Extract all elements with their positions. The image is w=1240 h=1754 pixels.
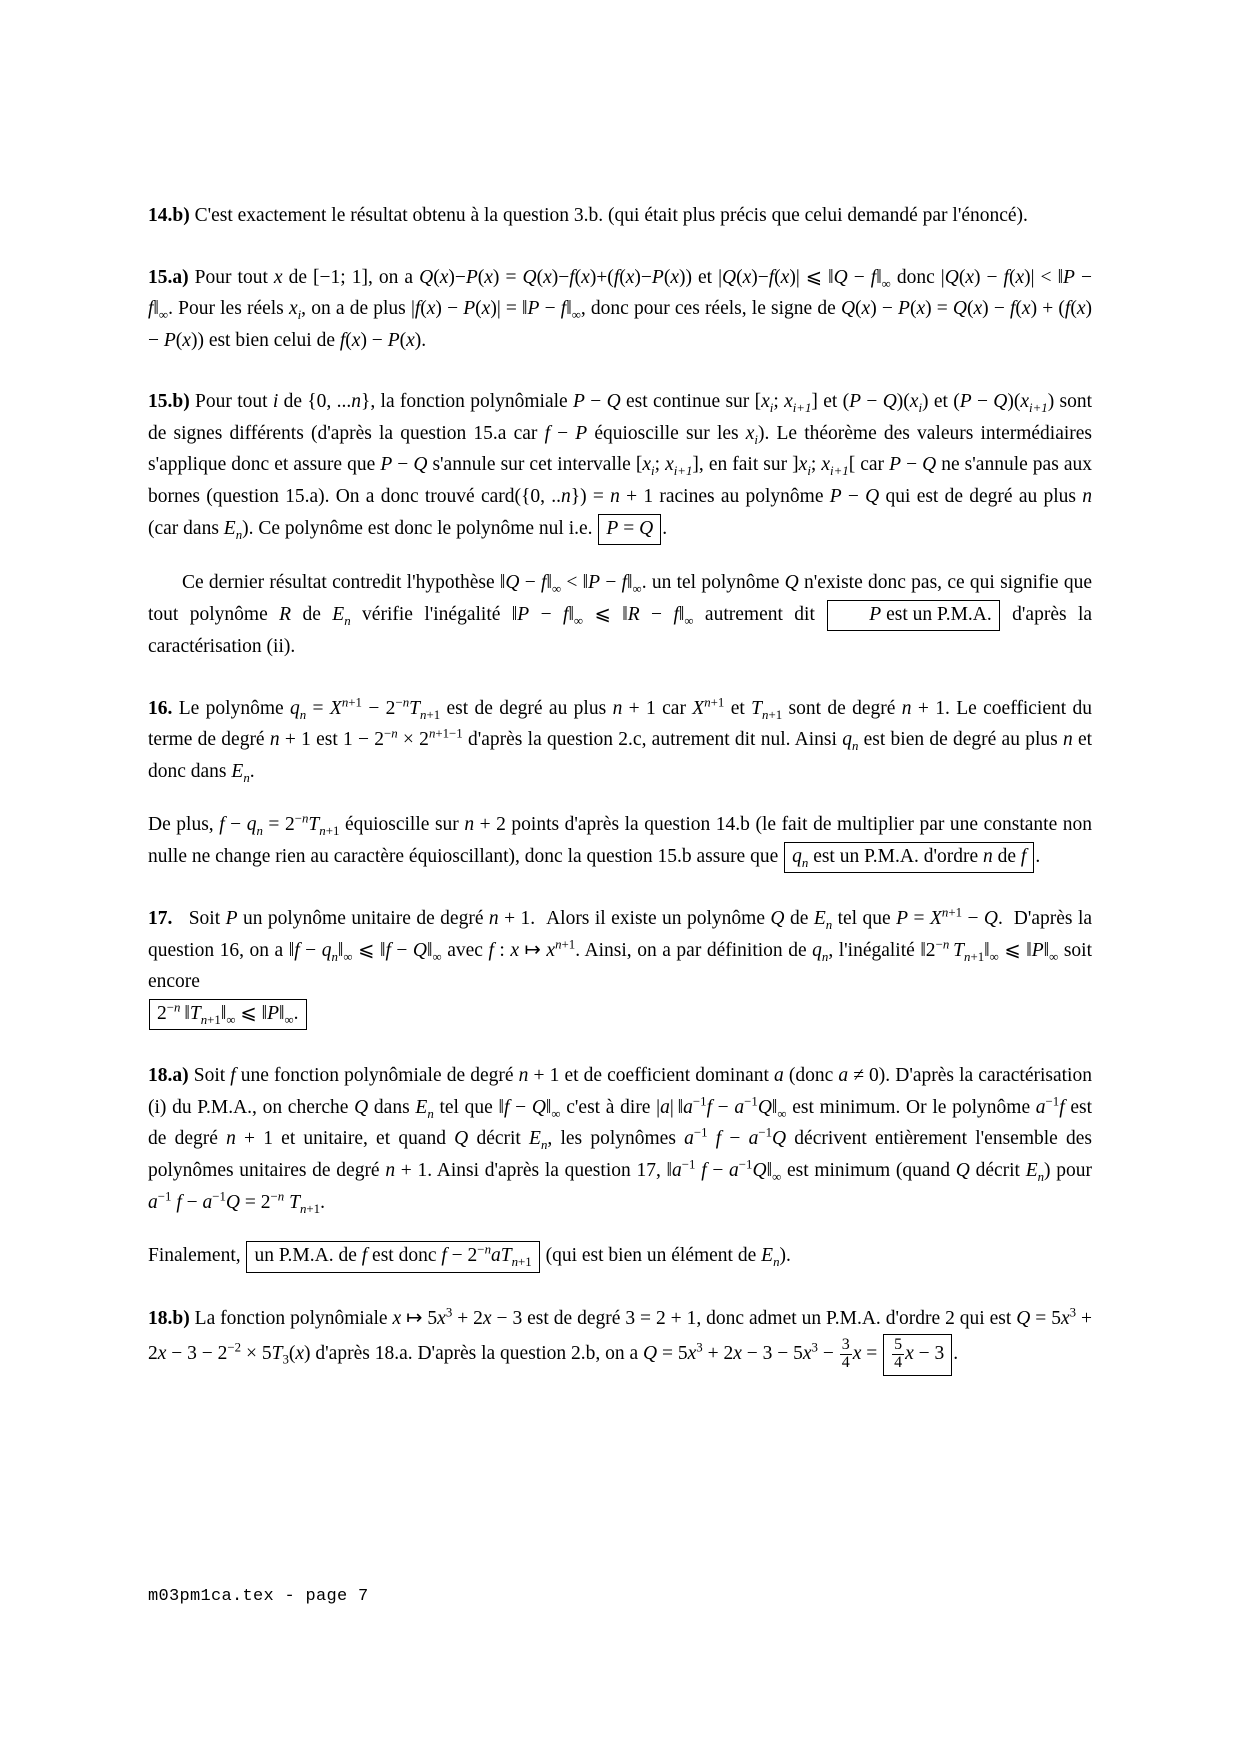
paragraph-18a: 18.a) Soit f une fonction polynômiale de degré n + 1 et de coefficient dominant a (donc a ≠ 0). D'après la caractérisation (i) du P.M.A., on cherche Q dans $E_n$ tel que ‖f − $Q‖_\infty$ c'est à dire |a| $‖a^{-1}f$ − $a^{-1}Q‖_\infty$ est minimum. Or le polynôme $a^{-1}f$ est de degré n + 1 et unitaire, et quand Q décrit $E_n$, les polynômes $a^{-1}$ $f - a^{-1}Q$ décrivent entièrement l'ensemble des polynômes unitaires de degré n + 1. Ainsi d'après la question 17, $‖a^{-1}$ $f - a^{-1}Q‖_\infty$ est minimum (quand Q décrit $E_n$) pour $a^{-1}$ $f - a^{-1}Q = 2^{-n}$ $T_{n+1}$. [148, 1065, 1093, 1216]
paragraph-16: 16. Le polynôme $q_n = X^{n+1} - 2^{-n}T_{n+1}$ est de degré au plus n + 1 car $X^{n+1}$ et $T_{n+1}$ sont de degré n + 1. Le coefficient du terme de degré n + 1 est $1 - 2^{-n} \times 2^{n+1-1}$ d'après la question 2.c, autrement dit nul. Ainsi $q_n$ est bien de degré au plus n et donc dans $E_n$. [148, 695, 1093, 785]
paragraph-label-17: 17. [148, 908, 173, 930]
paragraph-label-14b: 14.b) [148, 205, 190, 226]
boxed-result-15b-pma: P est un P.M.A. [827, 600, 999, 631]
paragraph-label-16: 16. [148, 697, 173, 719]
boxed-result-15b: P = Q [598, 514, 661, 545]
boxed-result-16: $q_n$ est un P.M.A. d'ordre n de f [784, 842, 1034, 873]
boxed-result-17: $2^{-n}$ $‖T_{n+1}‖_\infty$ ⩽ $‖P‖_\infty$. [149, 999, 307, 1030]
paragraph-label-18b: 18.b) [148, 1307, 190, 1329]
paragraph-15b-conclusion: Ce dernier résultat contredit l'hypothèse ‖Q − $f‖_\infty$ < ‖P − $f‖_\infty$. un tel polynôme Q n'existe donc pas, ce qui signifie que tout polynôme R de $E_n$ vérifie l'inégalité ‖P − $f‖_\infty$ ⩽ ‖R − $f‖_\infty$ autrement dit P est un P.M.A. d'après la caractérisation (ii). [148, 572, 1093, 657]
paragraph-label-15a: 15.a) [148, 266, 189, 288]
paragraph-15b: 15.b) Pour tout i de {0, ...n}, la fonction polynômiale P − Q est continue sur [$x_i$; $x_{i+1}$] et $(P - Q)(x_i)$ et $(P - Q)(x_{i+1})$ sont de signes différents (d'après la question 15.a car f − P équioscille sur les $x_i$). Le théorème des valeurs intermédiaires s'applique donc et assure que P − Q s'annule sur cet intervalle [$x_i$; $x_{i+1}$], en fait sur ]$x_i$; $x_{i+1}$[ car P − Q ne s'annule pas aux bornes (question 15.a). On a donc trouvé card({0, ..n}) = n + 1 racines au polynôme P − Q qui est de degré au plus n (car dans $E_n$). Ce polynôme est donc le polynôme nul i.e. P = Q . [148, 386, 1092, 545]
paragraph-label-18a: 18.a) [148, 1065, 189, 1087]
paragraph-16-suite: De plus, $f - q_n = 2^{-n}T_{n+1}$ équioscille sur n + 2 points d'après la question 14.b (le fait de multiplier par une constante non nulle ne change rien au caractère équioscillant), donc la question 15.b assure que $q_n$ est un P.M.A. d'ordre n de f . [148, 809, 1092, 873]
boxed-result-18a: un P.M.A. de f est donc $f - 2^{-n}aT_{n+1}$ [246, 1241, 539, 1272]
boxed-result-18b: $\frac{5}{4}$ x − 3 [883, 1334, 952, 1376]
paragraph-18b: 18.b) La fonction polynômiale x ↦ $5x^3 + 2x - 3$ est de degré 3 = 2 + 1, donc admet un P.M.A. d'ordre 2 qui est $Q = 5x^3 + 2x - 3 - 2^{-2} \times 5T_3(x)$ d'après 18.a. D'après la question 2.b, on a $Q = 5x^3 + 2x - 3 - 5x^3$ − $\frac{3}{4}$ x = $\frac{5}{4}$ x − 3 . [148, 1303, 1092, 1376]
paragraph-17: 17. Soit P un polynôme unitaire de degré n + 1. Alors il existe un polynôme Q de $E_n$ tel que $P = X^{n+1} - Q$. D'après la question 16, on a ‖f − $q_n‖_\infty$ ⩽ ‖f − $Q‖_\infty$ avec f : x ↦ $x^{n+1}$. Ainsi, on a par définition de $q_n$, l'inégalité $‖2^{-n}$ $T_{n+1}‖_\infty$ ⩽ $‖P‖_\infty$ soit encore $2^{-n}$ $‖T_{n+1}‖_\infty$ ⩽ $‖P‖_\infty$. [148, 903, 1092, 1030]
page-footer: m03pm1ca.tex - page 7 [148, 1587, 369, 1606]
paragraph-15a: 15.a) Pour tout x de [−1; 1], on a Q(x)−P(x) = Q(x)−f(x)+(f(x)−P(x)) et |Q(x)−f(x)| ⩽ ‖Q − $f‖_\infty$ donc |Q(x) − f(x)| < ‖P − $f‖_\infty$. Pour les réels $x_i$, on a de plus |f(x) − P(x)| = ‖P − $f‖_\infty$, donc pour ces réels, le signe de Q(x) − P(x) = Q(x) − f(x) + (f(x) − P(x)) est bien celui de f(x) − P(x). [148, 266, 1092, 351]
paragraph-label-15b: 15.b) [148, 391, 190, 413]
paragraph-14b: 14.b) C'est exactement le résultat obtenu à la question 3.b. (qui était plus précis que celui demandé par l'énoncé). [148, 205, 1028, 226]
paragraph-18a-suite: Finalement, un P.M.A. de f est donc $f - 2^{-n}aT_{n+1}$ (qui est bien un élément de $E_n$). [148, 1240, 1092, 1272]
